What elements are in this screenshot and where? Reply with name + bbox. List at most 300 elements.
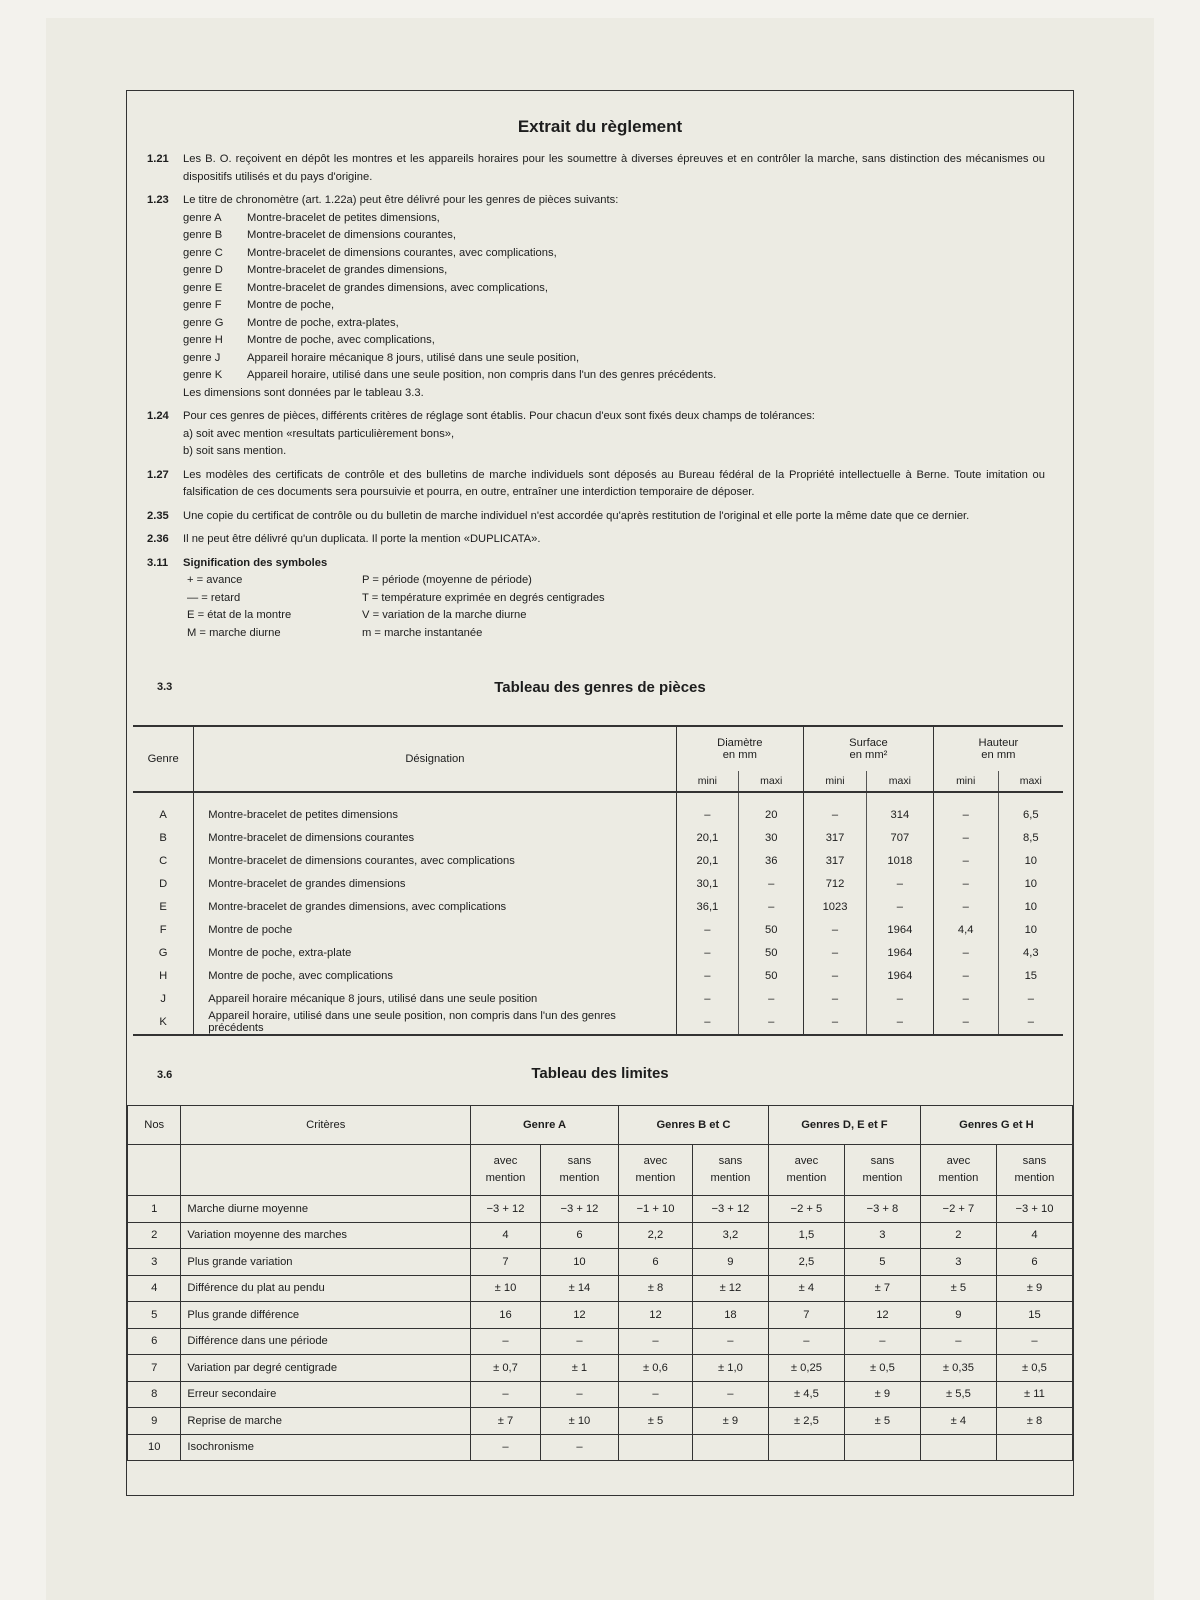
limit-cell <box>692 1434 768 1461</box>
limit-cell: ± 5 <box>844 1408 920 1435</box>
value-cell: – <box>739 1010 804 1035</box>
reg-text: Une copie du certificat de contrôle ou du bulletin de marche individuel n'est accordée qu'après restitution de l'original et elle porte la même date que ce dernier. <box>183 509 970 522</box>
symbol-item: E = état de la montre <box>187 609 292 621</box>
header-maxi: maxi <box>739 771 804 792</box>
limit-cell: 3 <box>920 1249 996 1276</box>
value-cell: 712 <box>804 872 867 895</box>
symbol-item: V = variation de la marche diurne <box>362 609 527 621</box>
designation-cell: Montre de poche, avec complications <box>194 964 676 987</box>
regulations <box>147 151 1045 648</box>
limit-cell: ± 5,5 <box>920 1381 996 1408</box>
limit-cell: 3,2 <box>692 1222 768 1249</box>
genre-code: genre G <box>183 316 224 329</box>
limit-cell: 4 <box>471 1222 541 1249</box>
value-cell: – <box>676 964 739 987</box>
row-number-cell: 2 <box>128 1222 181 1249</box>
limit-cell <box>618 1434 692 1461</box>
limit-cell: – <box>471 1434 541 1461</box>
section-number: 3.3 <box>157 681 173 693</box>
limit-cell: 1,5 <box>768 1222 844 1249</box>
limit-cell: ± 4,5 <box>768 1381 844 1408</box>
designation-cell: Appareil horaire, utilisé dans une seule position, non compris dans l'un des genres précédents <box>194 1010 676 1035</box>
value-cell: 50 <box>739 964 804 987</box>
avec-mention-header: avec mention <box>768 1145 844 1196</box>
limit-cell: ± 14 <box>540 1275 618 1302</box>
genre-desc: Montre de poche, <box>247 299 335 311</box>
sans-mention-header: sans mention <box>844 1145 920 1196</box>
table-row <box>133 918 1063 941</box>
value-cell: 317 <box>804 826 867 849</box>
value-cell: 707 <box>866 826 933 849</box>
genre-list-item <box>183 210 1045 228</box>
criterion-cell: Variation par degré centigrade <box>181 1355 471 1382</box>
header-criteres: Critères <box>181 1106 471 1145</box>
genre-desc: Montre-bracelet de grandes dimensions, <box>247 264 448 276</box>
table-row <box>128 1355 1073 1382</box>
value-cell: – <box>933 895 998 918</box>
limit-cell: 7 <box>768 1302 844 1329</box>
table-row <box>128 1196 1073 1223</box>
value-cell: – <box>866 1010 933 1035</box>
genre-code: genre A <box>183 211 222 224</box>
header-hauteur: Hauteur en mm <box>933 726 1063 771</box>
designation-cell: Montre-bracelet de grandes dimensions, avec complications <box>194 895 676 918</box>
sans-mention-header: sans mention <box>996 1145 1072 1196</box>
limit-cell <box>768 1434 844 1461</box>
designation-cell: Montre-bracelet de dimensions courantes <box>194 826 676 849</box>
limit-cell: 7 <box>471 1249 541 1276</box>
designation-cell: Appareil horaire mécanique 8 jours, utilisé dans une seule position <box>194 987 676 1010</box>
value-cell: 15 <box>998 964 1063 987</box>
reg-1-23 <box>147 192 1045 402</box>
table-row <box>128 1381 1073 1408</box>
limit-cell <box>844 1434 920 1461</box>
limit-cell: ± 10 <box>471 1275 541 1302</box>
limit-cell: 12 <box>844 1302 920 1329</box>
genre-code: genre J <box>183 351 221 364</box>
reg-2-35 <box>147 508 1045 526</box>
genres-note: Les dimensions sont données par le tableau 3.3. <box>183 386 424 399</box>
reg-text: Les B. O. reçoivent en dépôt les montres et les appareils horaires pour les soumettre à diverses épreuves et en contrôler la marche, sans distinction des mécanismes ou dispositifs utilisés et du pays d'origine. <box>183 153 1045 183</box>
genre-desc: Montre de poche, extra-plates, <box>247 316 399 329</box>
symbol-item: M = marche diurne <box>187 626 281 639</box>
value-cell: – <box>933 987 998 1010</box>
limit-cell: 9 <box>692 1249 768 1276</box>
value-cell: 20,1 <box>676 849 739 872</box>
avec-mention-header: avec mention <box>471 1145 541 1196</box>
reg-number: 1.24 <box>147 410 169 422</box>
value-cell: 50 <box>739 941 804 964</box>
value-cell: – <box>676 941 739 964</box>
value-cell: – <box>804 918 867 941</box>
genre-list-item <box>183 297 1045 315</box>
genre-list-item <box>183 280 1045 298</box>
limit-cell: ± 9 <box>692 1408 768 1435</box>
row-number-cell: 4 <box>128 1275 181 1302</box>
limit-cell: – <box>471 1328 541 1355</box>
reg-1-24 <box>147 408 1045 461</box>
limit-cell: 6 <box>540 1222 618 1249</box>
genre-list-item <box>183 227 1045 245</box>
table-row <box>128 1328 1073 1355</box>
header-genre-a: Genre A <box>471 1106 619 1145</box>
value-cell: 20 <box>739 792 804 826</box>
criterion-cell: Variation moyenne des marches <box>181 1222 471 1249</box>
limit-cell: ± 0,6 <box>618 1355 692 1382</box>
value-cell: – <box>998 987 1063 1010</box>
limit-cell: – <box>692 1381 768 1408</box>
value-cell: 6,5 <box>998 792 1063 826</box>
table-genres <box>133 725 1063 1036</box>
header-empty <box>128 1145 181 1196</box>
table-row <box>133 872 1063 895</box>
value-cell: – <box>804 792 867 826</box>
limit-cell: ± 0,5 <box>996 1355 1072 1382</box>
row-number-cell: 8 <box>128 1381 181 1408</box>
limit-cell: – <box>471 1381 541 1408</box>
limit-cell: 12 <box>618 1302 692 1329</box>
value-cell: – <box>676 1010 739 1035</box>
criterion-cell: Différence du plat au pendu <box>181 1275 471 1302</box>
value-cell: 10 <box>998 918 1063 941</box>
limit-cell: ± 7 <box>471 1408 541 1435</box>
limit-cell: – <box>540 1434 618 1461</box>
limit-cell: ± 8 <box>618 1275 692 1302</box>
limit-cell: −2 + 7 <box>920 1196 996 1223</box>
designation-cell: Montre de poche, extra-plate <box>194 941 676 964</box>
limit-cell: 15 <box>996 1302 1072 1329</box>
criterion-cell: Plus grande différence <box>181 1302 471 1329</box>
value-cell: – <box>933 792 998 826</box>
table-row <box>133 941 1063 964</box>
criterion-cell: Différence dans une période <box>181 1328 471 1355</box>
limit-cell: −1 + 10 <box>618 1196 692 1223</box>
limit-cell: 3 <box>844 1222 920 1249</box>
row-number-cell: 6 <box>128 1328 181 1355</box>
row-number-cell: 10 <box>128 1434 181 1461</box>
limit-cell: 9 <box>920 1302 996 1329</box>
designation-cell: Montre-bracelet de grandes dimensions <box>194 872 676 895</box>
value-cell: 30 <box>739 826 804 849</box>
symbol-list <box>183 572 1045 642</box>
limit-cell: – <box>540 1328 618 1355</box>
header-genres-bc: Genres B et C <box>618 1106 768 1145</box>
limit-cell: ± 11 <box>996 1381 1072 1408</box>
value-cell: – <box>804 964 867 987</box>
symbol-item: m = marche instantanée <box>362 626 483 639</box>
value-cell: – <box>739 895 804 918</box>
header-genres-gh: Genres G et H <box>920 1106 1072 1145</box>
genre-cell: J <box>160 992 166 1005</box>
table-row <box>128 1302 1073 1329</box>
limit-cell: −3 + 10 <box>996 1196 1072 1223</box>
header-maxi: maxi <box>866 771 933 792</box>
value-cell: – <box>933 826 998 849</box>
reg-text: Pour ces genres de pièces, différents critères de réglage sont établis. Pour chacun d'eux sont fixés deux champs de tolérances: <box>183 410 815 422</box>
limit-cell: – <box>768 1328 844 1355</box>
genre-desc: Montre-bracelet de dimensions courantes, <box>247 229 456 241</box>
value-cell: 317 <box>804 849 867 872</box>
limit-cell: −3 + 12 <box>471 1196 541 1223</box>
table-row <box>133 849 1063 872</box>
limit-cell: ± 0,35 <box>920 1355 996 1382</box>
limit-cell <box>996 1434 1072 1461</box>
table-limits <box>127 1105 1073 1461</box>
genre-cell: C <box>159 854 168 867</box>
reg-option-a: a) soit avec mention «resultats particulièrement bons», <box>183 427 455 440</box>
sans-mention-header: sans mention <box>540 1145 618 1196</box>
page-title: Extrait du règlement <box>517 117 683 136</box>
table-row <box>128 1434 1073 1461</box>
header-mini: mini <box>933 771 998 792</box>
limit-cell: −3 + 8 <box>844 1196 920 1223</box>
genre-cell: D <box>159 877 168 890</box>
limit-cell: – <box>618 1381 692 1408</box>
reg-title: Signification des symboles <box>183 556 328 569</box>
table-row <box>128 1275 1073 1302</box>
genre-cell: B <box>159 831 167 844</box>
value-cell: 10 <box>998 872 1063 895</box>
header-genre: Genre <box>147 753 179 765</box>
reg-text: Les modèles des certificats de contrôle et des bulletins de marche individuels sont déposés au Bureau fédéral de la Propriété intellectuelle à Berne. Toute imitation ou falsification de ces documents sera poursuivie et pourra, en outre, entraîner une interdiction temporaire de déposer. <box>183 468 1045 498</box>
genre-cell: F <box>159 923 167 936</box>
table-row <box>133 895 1063 918</box>
avec-mention-header: avec mention <box>920 1145 996 1196</box>
value-cell: – <box>676 918 739 941</box>
row-number-cell: 9 <box>128 1408 181 1435</box>
value-cell: 1964 <box>866 918 933 941</box>
value-cell: – <box>866 895 933 918</box>
table-row <box>133 792 1063 826</box>
criterion-cell: Erreur secondaire <box>181 1381 471 1408</box>
limit-cell: – <box>996 1328 1072 1355</box>
limit-cell: ± 4 <box>920 1408 996 1435</box>
genre-list-item <box>183 332 1045 350</box>
value-cell: – <box>804 987 867 1010</box>
row-number-cell: 5 <box>128 1302 181 1329</box>
header-mini: mini <box>676 771 739 792</box>
limit-cell: ± 0,5 <box>844 1355 920 1382</box>
value-cell: – <box>804 941 867 964</box>
limit-cell: ± 1,0 <box>692 1355 768 1382</box>
limit-cell: ± 2,5 <box>768 1408 844 1435</box>
designation-cell: Montre-bracelet de dimensions courantes, avec complications <box>194 849 676 872</box>
header-diametre: Diamètre en mm <box>676 726 804 771</box>
reg-number: 1.21 <box>147 153 169 165</box>
criterion-cell: Plus grande variation <box>181 1249 471 1276</box>
limit-cell: ± 0,25 <box>768 1355 844 1382</box>
limit-cell: – <box>618 1328 692 1355</box>
genre-cell: A <box>159 808 167 821</box>
value-cell: 30,1 <box>676 872 739 895</box>
table-genres-title: Tableau des genres de pièces <box>494 679 706 696</box>
table-row <box>128 1408 1073 1435</box>
genre-cell: K <box>159 1016 167 1028</box>
genre-list-item <box>183 350 1045 368</box>
header-empty <box>181 1145 471 1196</box>
value-cell: 36 <box>739 849 804 872</box>
genre-desc: Appareil horaire, utilisé dans une seule position, non compris dans l'un des genres précédents. <box>247 369 717 381</box>
symbol-item: P = période (moyenne de période) <box>362 574 532 586</box>
header-designation: Désignation <box>194 726 676 792</box>
value-cell: 1018 <box>866 849 933 872</box>
value-cell: – <box>866 987 933 1010</box>
genre-code: genre C <box>183 246 223 259</box>
symbol-item: — = retard <box>187 591 241 604</box>
limit-cell: – <box>692 1328 768 1355</box>
sans-mention-header: sans mention <box>692 1145 768 1196</box>
limit-cell: – <box>920 1328 996 1355</box>
value-cell: 10 <box>998 895 1063 918</box>
row-number-cell: 7 <box>128 1355 181 1382</box>
genre-desc: Montre-bracelet de petites dimensions, <box>247 211 440 224</box>
value-cell: – <box>866 872 933 895</box>
designation-cell: Montre-bracelet de petites dimensions <box>194 792 676 826</box>
limit-cell: 2,2 <box>618 1222 692 1249</box>
genre-code: genre K <box>183 369 223 381</box>
value-cell: – <box>933 849 998 872</box>
limit-cell: −3 + 12 <box>540 1196 618 1223</box>
genre-desc: Montre de poche, avec complications, <box>247 334 435 346</box>
limit-cell: ± 1 <box>540 1355 618 1382</box>
value-cell: 314 <box>866 792 933 826</box>
value-cell: 10 <box>998 849 1063 872</box>
limit-cell: 2,5 <box>768 1249 844 1276</box>
header-surface: Surface en mm² <box>804 726 934 771</box>
value-cell: – <box>933 872 998 895</box>
reg-2-36 <box>147 531 1045 549</box>
limit-cell: ± 5 <box>920 1275 996 1302</box>
criterion-cell: Isochronisme <box>181 1434 471 1461</box>
table-row <box>128 1249 1073 1276</box>
genre-cell: E <box>159 900 167 913</box>
row-number-cell: 3 <box>128 1249 181 1276</box>
symbol-item: T = température exprimée en degrés centigrades <box>362 591 605 604</box>
reg-3-11 <box>147 555 1045 643</box>
limit-cell: ± 9 <box>844 1381 920 1408</box>
value-cell: – <box>933 1010 998 1035</box>
genre-list <box>183 210 1045 385</box>
table-row <box>128 1222 1073 1249</box>
table-row <box>133 1010 1063 1035</box>
genre-code: genre B <box>183 229 223 241</box>
genre-code: genre E <box>183 281 223 294</box>
limit-cell: ± 4 <box>768 1275 844 1302</box>
value-cell: – <box>676 987 739 1010</box>
genre-list-item <box>183 315 1045 333</box>
avec-mention-header: avec mention <box>618 1145 692 1196</box>
limit-cell: ± 10 <box>540 1408 618 1435</box>
reg-option-b: b) soit sans mention. <box>183 445 287 457</box>
value-cell: 8,5 <box>998 826 1063 849</box>
limit-cell: −3 + 12 <box>692 1196 768 1223</box>
document-frame <box>126 90 1074 1496</box>
reg-number: 1.27 <box>147 468 169 481</box>
criterion-cell: Marche diurne moyenne <box>181 1196 471 1223</box>
limit-cell: ± 5 <box>618 1408 692 1435</box>
reg-text: Il ne peut être délivré qu'un duplicata. Il porte la mention «DUPLICATA». <box>183 533 541 545</box>
header-nos: Nos <box>128 1106 181 1145</box>
genre-code: genre F <box>183 299 222 311</box>
value-cell: 1023 <box>804 895 867 918</box>
reg-number: 3.11 <box>147 556 169 569</box>
limit-cell: −2 + 5 <box>768 1196 844 1223</box>
genre-desc: Montre-bracelet de dimensions courantes, avec complications, <box>247 246 557 259</box>
value-cell: 4,3 <box>998 941 1063 964</box>
value-cell: 1964 <box>866 964 933 987</box>
criterion-cell: Reprise de marche <box>181 1408 471 1435</box>
limit-cell: ± 12 <box>692 1275 768 1302</box>
section-number: 3.6 <box>157 1069 173 1081</box>
value-cell: 50 <box>739 918 804 941</box>
limit-cell: 12 <box>540 1302 618 1329</box>
value-cell: – <box>933 964 998 987</box>
table-row <box>133 964 1063 987</box>
reg-number: 2.36 <box>147 533 169 545</box>
limit-cell: 5 <box>844 1249 920 1276</box>
table-limits-title: Tableau des limites <box>531 1065 669 1082</box>
row-number-cell: 1 <box>128 1196 181 1223</box>
limit-cell: 6 <box>996 1249 1072 1276</box>
limit-cell: 2 <box>920 1222 996 1249</box>
value-cell: 36,1 <box>676 895 739 918</box>
value-cell: 4,4 <box>933 918 998 941</box>
reg-1-27 <box>147 467 1045 502</box>
limit-cell: ± 7 <box>844 1275 920 1302</box>
limit-cell: 18 <box>692 1302 768 1329</box>
limit-cell: 4 <box>996 1222 1072 1249</box>
value-cell: – <box>676 792 739 826</box>
limit-cell: ± 9 <box>996 1275 1072 1302</box>
genre-list-item <box>183 245 1045 263</box>
header-genres-def: Genres D, E et F <box>768 1106 920 1145</box>
reg-text: Le titre de chronomètre (art. 1.22a) peut être délivré pour les genres de pièces suivants: <box>183 194 619 206</box>
reg-number: 1.23 <box>147 194 169 206</box>
table-row <box>133 987 1063 1010</box>
genre-cell: G <box>158 946 168 959</box>
value-cell: – <box>804 1010 867 1035</box>
limit-cell: 6 <box>618 1249 692 1276</box>
limit-cell: ± 0,7 <box>471 1355 541 1382</box>
value-cell: 20,1 <box>676 826 739 849</box>
table-row <box>133 826 1063 849</box>
limit-cell: 10 <box>540 1249 618 1276</box>
limit-cell: ± 8 <box>996 1408 1072 1435</box>
genre-code: genre H <box>183 334 223 346</box>
value-cell: – <box>739 987 804 1010</box>
symbol-item: + = avance <box>187 574 243 586</box>
genre-desc: Appareil horaire mécanique 8 jours, utilisé dans une seule position, <box>247 351 580 364</box>
genre-list-item <box>183 262 1045 280</box>
designation-cell: Montre de poche <box>194 918 676 941</box>
limit-cell: 16 <box>471 1302 541 1329</box>
value-cell: – <box>998 1010 1063 1035</box>
reg-number: 2.35 <box>147 509 169 522</box>
limit-cell: – <box>540 1381 618 1408</box>
genre-desc: Montre-bracelet de grandes dimensions, avec complications, <box>247 281 548 294</box>
genre-cell: H <box>159 969 168 982</box>
value-cell: – <box>933 941 998 964</box>
header-mini: mini <box>804 771 867 792</box>
genre-list-item <box>183 367 1045 385</box>
value-cell: – <box>739 872 804 895</box>
limit-cell <box>920 1434 996 1461</box>
limit-cell: – <box>844 1328 920 1355</box>
reg-1-21 <box>147 151 1045 186</box>
genre-code: genre D <box>183 264 223 276</box>
value-cell: 1964 <box>866 941 933 964</box>
header-maxi: maxi <box>998 771 1063 792</box>
